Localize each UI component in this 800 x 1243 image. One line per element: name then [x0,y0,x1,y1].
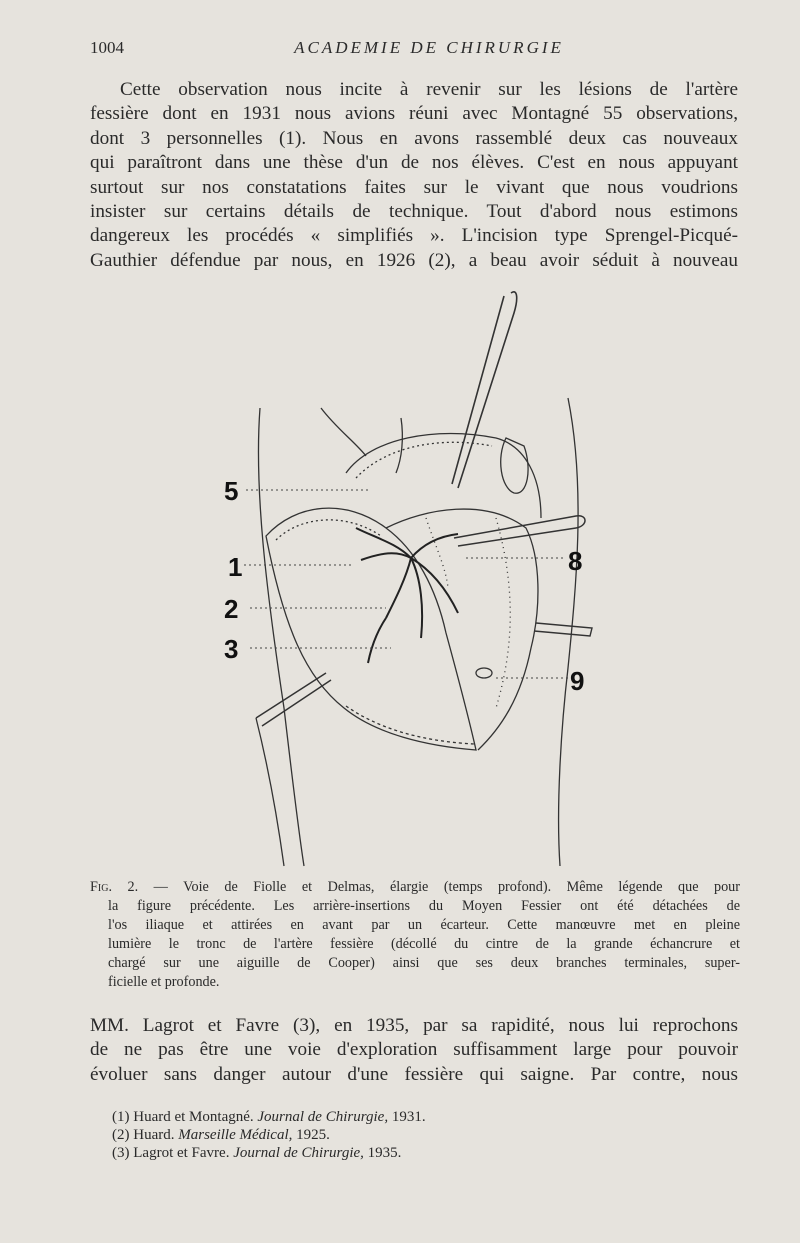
text-line: Cette observation nous incite à revenir sur les lésions de l'artère [120,79,738,100]
footnote-authors: Huard. [133,1127,175,1143]
footnote-marker: (3) [112,1145,130,1161]
footnotes [112,1108,752,1162]
figure-drawing [196,288,616,868]
footnote-marker: (2) [112,1127,130,1143]
deep-field-hatching-2 [426,518,448,588]
callout-2: 2 [224,594,239,624]
footnote-journal: Marseille Médical, [178,1127,293,1143]
figure-caption [90,878,740,992]
callout-3: 3 [224,634,239,664]
footnote-1 [112,1108,752,1126]
caption-line: chargé sur une aiguille de Cooper) ainsi que ses deux branches terminales, super- [108,955,740,971]
suture-thread [321,408,366,456]
text-line: surtout sur nos constatations faites sur le vivant que nous voudrions [90,176,738,198]
footnote-authors: Lagrot et Favre. [133,1145,230,1161]
retractor-handle-edge [452,296,504,484]
caption-line: la figure précédente. Les arrière-insertions du Moyen Fessier ont été détachées de [108,898,740,914]
caption-line [90,878,740,897]
caption-line: l'os iliaque et attirées en avant par un écarteur. Cette manœuvre met en pleine [108,917,740,933]
caption-label: Fig. 2. [90,879,139,895]
vessel-branch [411,558,422,638]
cooper-needle [454,516,585,546]
anatomical-figure [196,288,616,868]
retracted-muscle-flap [266,508,476,750]
deep-field-hatching [496,518,510,708]
side-retractor [534,623,592,636]
vessel-branch [386,558,411,618]
body-paragraph-2 [90,1014,738,1087]
callout-9: 9 [570,666,585,696]
footnote-3 [112,1144,752,1162]
body-contour-right [559,398,579,866]
retractor-handle [458,292,517,488]
flap-hatching [276,520,381,540]
footnote-year: 1935. [367,1145,402,1161]
text-line: qui paraîtront dans une thèse d'un de nos élèves. C'est en nous appuyant [90,152,738,174]
body-contour-lower-left [256,718,284,866]
text-line: dont 3 personnelles (1). Nous en avons rassemblé deux cas nouveaux [90,127,738,149]
small-structure [476,668,492,678]
flap-lower-hatching [346,706,474,744]
text-line: MM. Lagrot et Favre (3), en 1935, par sa rapidité, nous lui reprochons [90,1015,738,1036]
vessel-branch [411,558,458,613]
text-line: de ne pas être une voie d'exploration suffisamment large pour pouvoir [90,1039,738,1061]
text-line: Gauthier défendue par nous, en 1926 (2), a beau avoir séduit à nouveau [90,249,738,271]
callout-8: 8 [568,546,583,576]
text-line: insister sur certains détails de technique. Tout d'abord nous estimons [90,201,738,223]
page-header [90,38,738,60]
callout-1: 1 [228,552,243,582]
caption-line: lumière le tronc de l'artère fessière (décollé du cintre de la grande échancrure et [108,936,740,952]
footnote-2 [112,1126,752,1144]
vessel-branch [361,553,411,560]
vessel-branch [368,618,386,663]
footnote-year: 1925. [296,1127,330,1143]
body-paragraph-1 [90,78,738,273]
caption-text: — Voie de Fiolle et Delmas, élargie (temps profond). Même légende que pour [153,879,740,895]
running-title: ACADEMIE DE CHIRURGIE [294,38,564,57]
lower-hook-edge [262,680,331,726]
retractor-blade [501,438,528,493]
lower-hook [256,673,326,718]
footnote-journal: Journal de Chirurgie, [233,1145,364,1161]
footnote-authors: Huard et Montagné. [133,1109,254,1125]
wound-edge-top [346,433,541,518]
footnote-journal: Journal de Chirurgie, [257,1109,389,1125]
page-number: 1004 [90,38,124,57]
callout-5: 5 [224,476,239,506]
caption-line: ficielle et profonde. [108,974,220,990]
body-contour-left [258,408,304,866]
footnote-marker: (1) [112,1109,130,1125]
text-line: dangereux les procédés « simplifiés ». L'incision type Sprengel-Picqué- [90,225,738,247]
vessel-branch [411,534,458,558]
suture-thread-2 [396,418,402,473]
text-line: fessière dont en 1931 nous avions réuni avec Montagné 55 observations, [90,103,738,125]
text-line: évoluer sans danger autour d'une fessière qui saigne. Par contre, nous [90,1063,738,1085]
footnote-year: 1931. [391,1109,426,1125]
